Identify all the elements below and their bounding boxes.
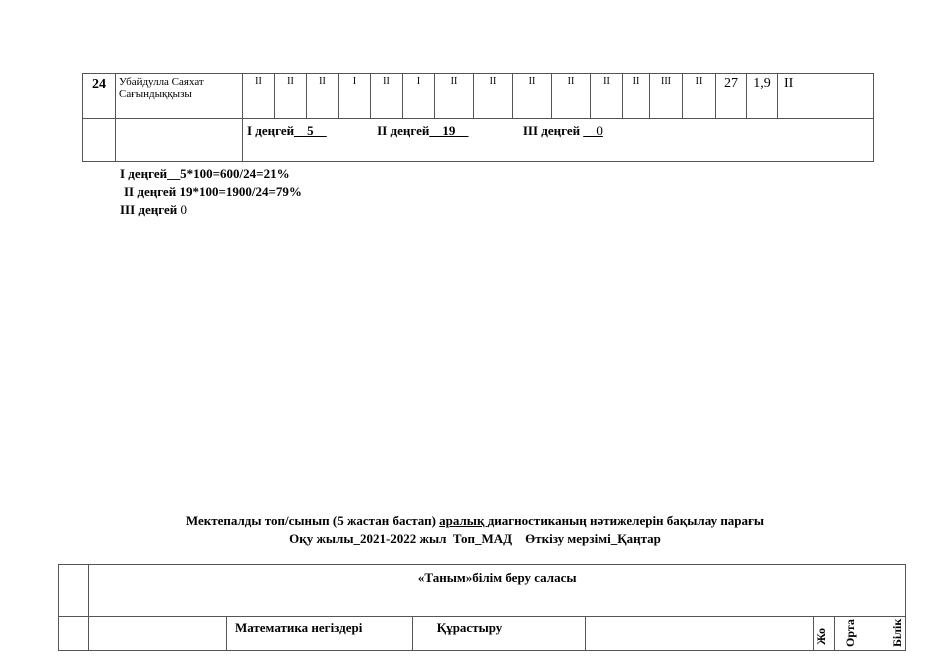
mark-cell: II (683, 74, 716, 119)
area-title: «Таным»білім беру саласы (89, 565, 906, 617)
level1-value: __5__ (294, 123, 327, 138)
mark-cell: I (403, 74, 435, 119)
level-summary (243, 119, 874, 162)
empty-cell (59, 565, 89, 617)
empty-cell (585, 617, 814, 651)
heading-part-underlined: аралық (439, 513, 488, 528)
empty-cell (59, 617, 89, 651)
mark-cell: III (650, 74, 683, 119)
vertical-header-2: Орта (843, 619, 857, 647)
level3-value: __0 (583, 123, 603, 138)
calc-line-1: I деңгей__5*100=600/24=21% (120, 166, 290, 181)
level3-label: III деңгей (522, 123, 581, 138)
empty-cell (89, 617, 227, 651)
math-column-header: Математика негіздері (226, 617, 412, 651)
mark-cell: II (435, 74, 474, 119)
vertical-header-group (835, 617, 906, 651)
level-result: II (778, 74, 874, 119)
mark-cell: II (371, 74, 403, 119)
mark-cell: II (623, 74, 650, 119)
mark-cell: II (513, 74, 552, 119)
vertical-header-3: Білік (890, 618, 904, 647)
calc-line-2: II деңгей 19*100=1900/24=79% (124, 184, 302, 199)
mark-cell: II (275, 74, 307, 119)
heading-part-1: Мектепалды топ/сынып (5 жастан бастап) (185, 513, 440, 528)
empty-cell (116, 119, 243, 162)
student-name: Убайдулла Саяхат Сағындыққызы (116, 74, 243, 119)
mark-cell: II (552, 74, 591, 119)
empty-cell (83, 119, 116, 162)
top-table (82, 73, 874, 162)
mark-cell: II (474, 74, 513, 119)
level1-label: I деңгей (247, 123, 295, 138)
mark-cell: II (243, 74, 275, 119)
sheet-subheading: Оқу жылы_2021-2022 жыл Топ_МАД Өткізу мерзімі_Қаңтар (289, 531, 661, 546)
bottom-table (58, 564, 906, 651)
calc-line-3 (120, 202, 187, 218)
calc-line-3-value: 0 (180, 202, 188, 217)
construction-column-header: Құрастыру (412, 617, 585, 651)
row-number: 24 (83, 74, 116, 119)
mark-cell: II (307, 74, 339, 119)
mark-cell: II (591, 74, 623, 119)
calc-line-3-label: III деңгей (120, 202, 178, 217)
sheet-heading (0, 513, 950, 529)
heading-part-2: диагностиканың нәтижелерін бақылау парағы (487, 513, 765, 528)
vertical-header-1: Жо (814, 617, 835, 651)
mark-cell: I (339, 74, 371, 119)
average-score: 1,9 (747, 74, 778, 119)
level2-value: __19__ (429, 123, 469, 138)
total-score: 27 (716, 74, 747, 119)
level2-label: II деңгей (377, 123, 430, 138)
